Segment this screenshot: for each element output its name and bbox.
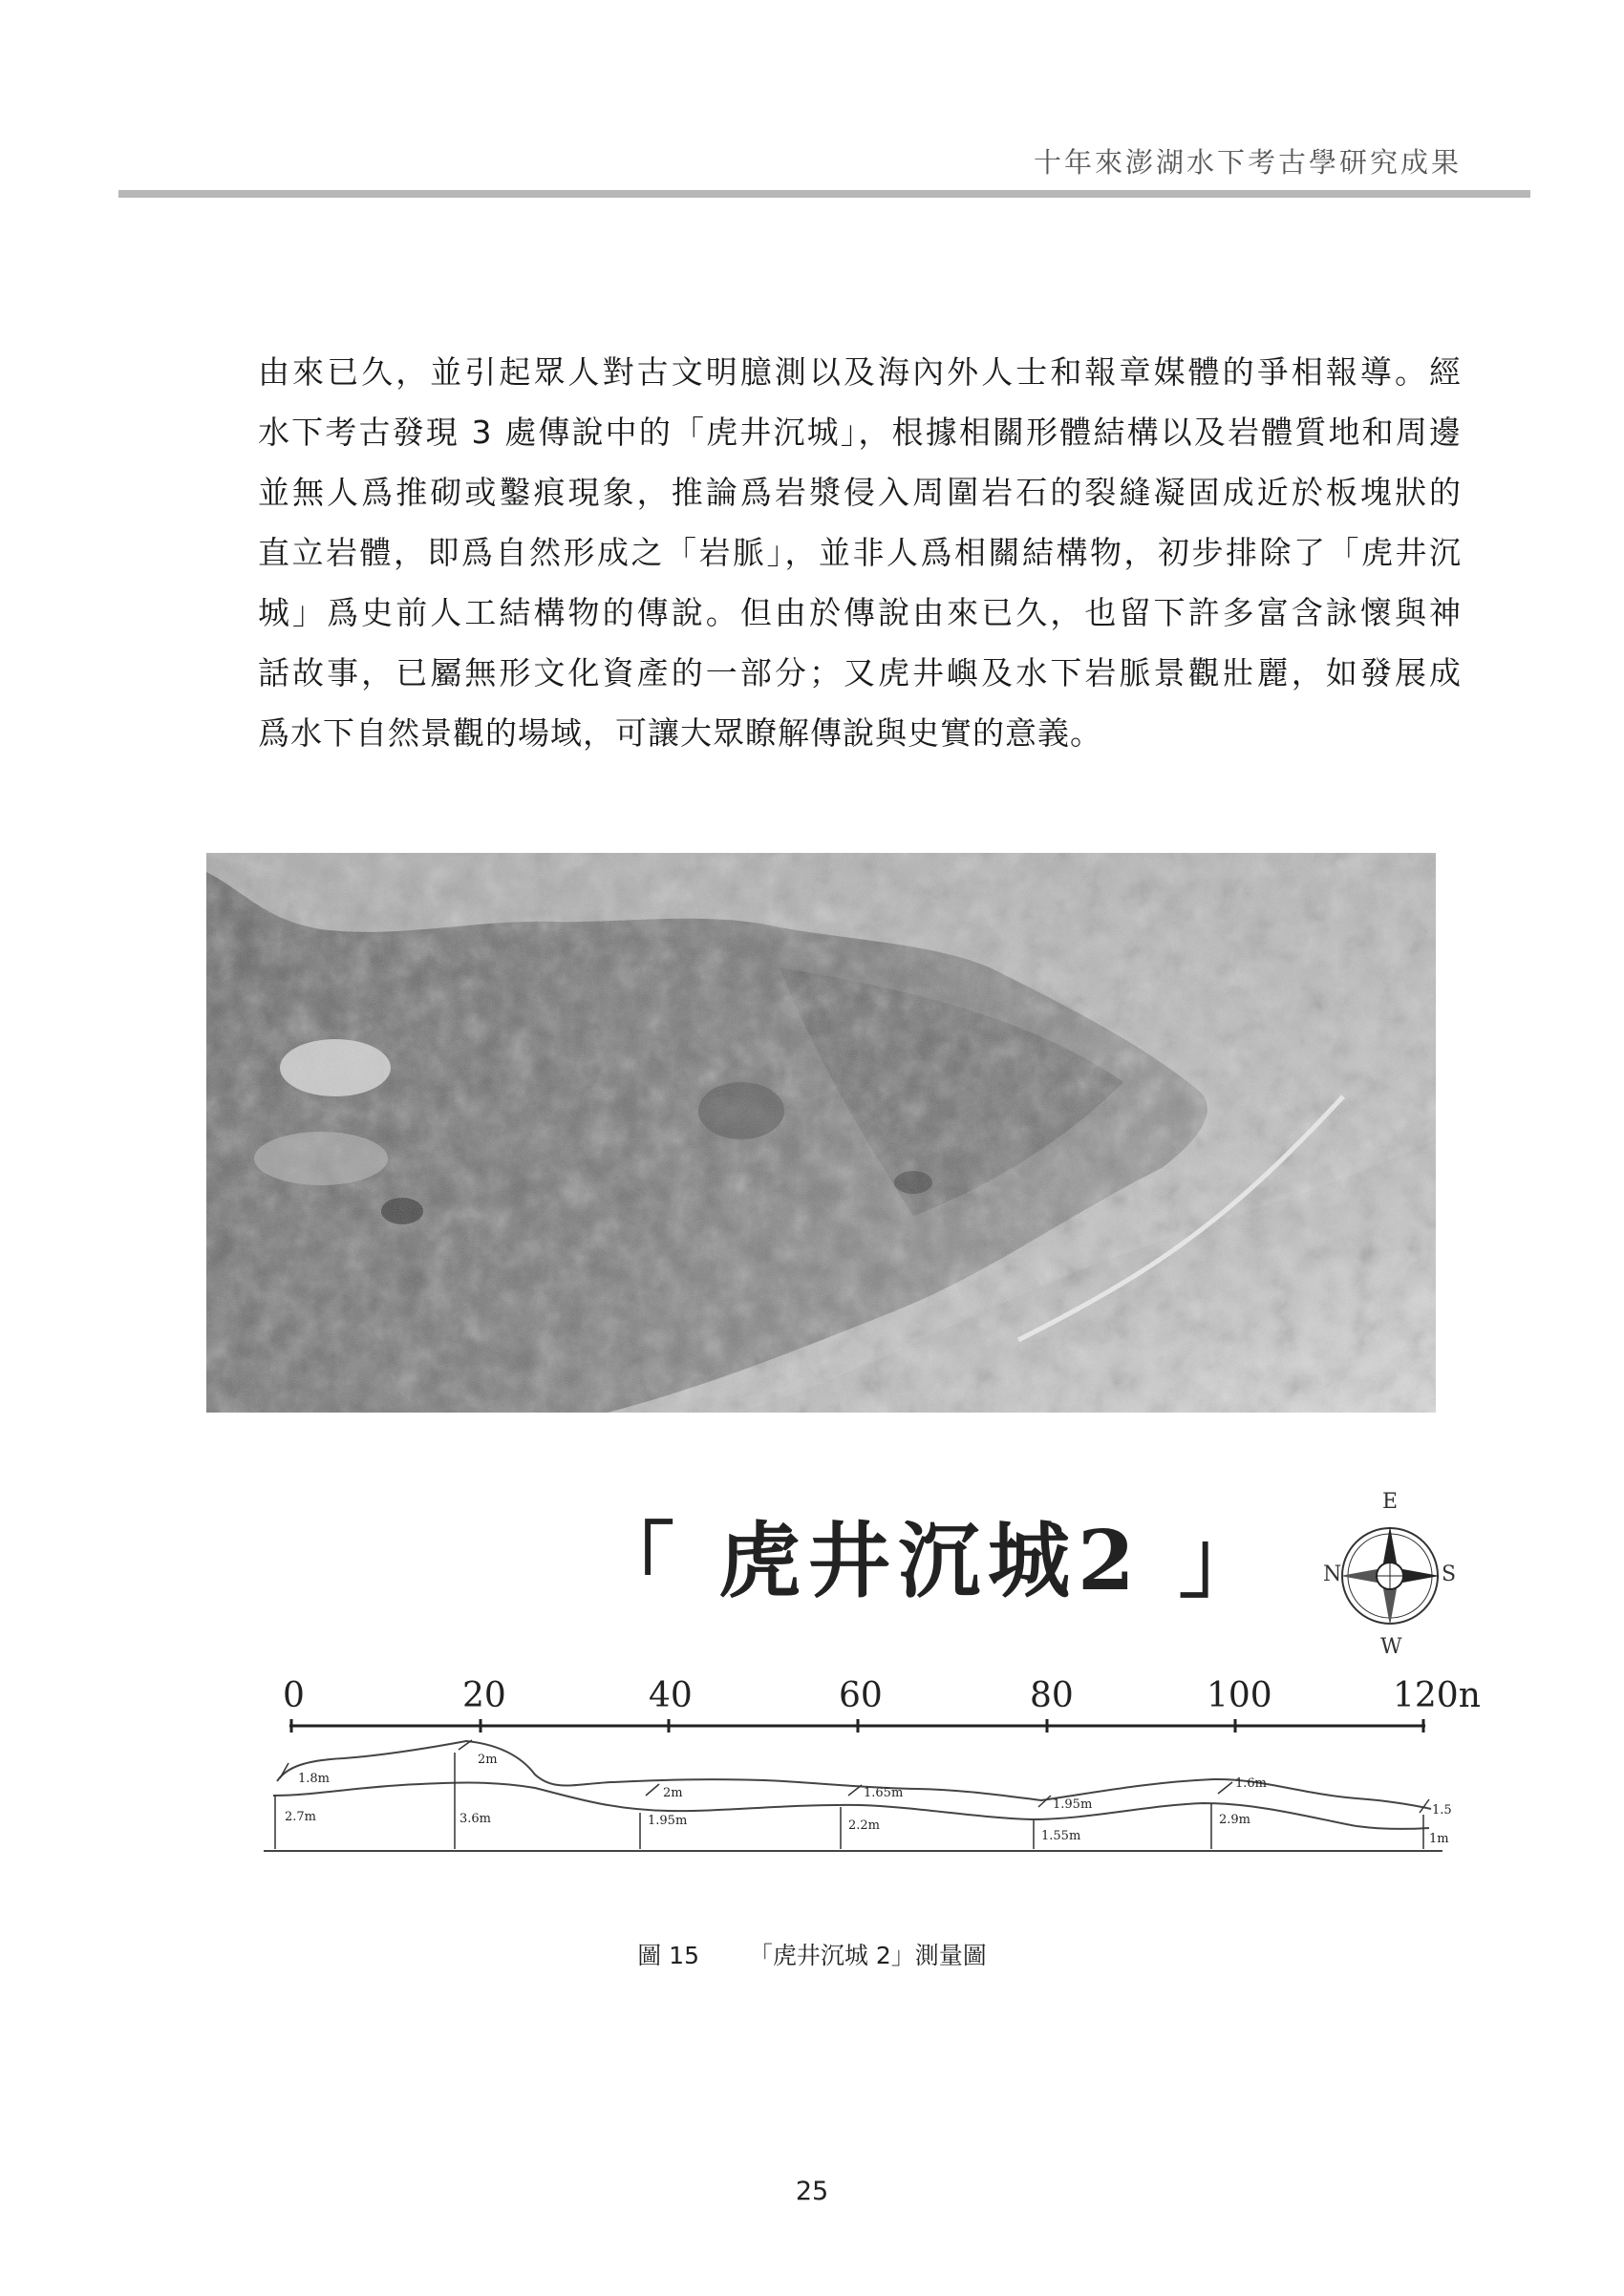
scale-label: 120n <box>1393 1676 1481 1715</box>
measurement-label: 3.6m <box>459 1812 492 1826</box>
compass-label-west: W <box>1380 1635 1402 1659</box>
measurement-label: 1.55m <box>1041 1829 1081 1843</box>
body-line: 水下考古發現 3 處傳說中的「虎井沉城」，根據相關形體結構以及岩體質地和周邊 <box>258 414 1462 451</box>
scale-label: 80 <box>1030 1676 1074 1715</box>
body-line: 爲水下自然景觀的場域，可讓大眾瞭解傳說與史實的意義。 <box>258 714 1102 752</box>
scale-label: 0 <box>283 1676 305 1715</box>
scale-label: 40 <box>649 1676 693 1715</box>
measurement-label: 2.2m <box>848 1818 881 1833</box>
measurement-label: 1.6m <box>1235 1776 1268 1791</box>
measurement-label: 1.8m <box>298 1772 331 1786</box>
page-number: 25 <box>795 2177 829 2206</box>
rock-crest-line <box>277 1741 1431 1809</box>
body-line: 由來已久，並引起眾人對古文明臆測以及海內外人士和報章媒體的爭相報導。經 <box>258 353 1462 391</box>
measurement-label: 1.5 <box>1432 1803 1452 1818</box>
underwater-photo-image <box>206 853 1436 1413</box>
measurement-label: 1.95m <box>648 1814 688 1828</box>
measurement-label: 1m <box>1429 1832 1449 1846</box>
scale-label: 60 <box>839 1676 883 1715</box>
scale-ticks <box>291 1719 1423 1733</box>
figure-title: 「虎井沉城 2」測量圖 <box>748 1942 987 1969</box>
running-head: 十年來澎湖水下考古學研究成果 <box>1033 146 1462 179</box>
measurement-label: 2.7m <box>285 1810 317 1824</box>
body-line: 城」爲史前人工結構物的傳說。但由於傳說由來已久，也留下許多富含詠懷與神 <box>258 594 1462 631</box>
body-paragraph <box>258 342 1462 763</box>
compass-rose <box>1323 1490 1457 1662</box>
measurement-label: 2m <box>478 1753 498 1767</box>
compass-label-north: N <box>1323 1563 1342 1586</box>
underwater-photo <box>206 853 1436 1413</box>
measurement-label: 2m <box>663 1786 683 1800</box>
measurement-label: 1.65m <box>864 1786 904 1800</box>
body-line: 直立岩體，即爲自然形成之「岩脈」，並非人爲相關結構物，初步排除了「虎井沉 <box>258 534 1462 571</box>
body-line: 話故事，已屬無形文化資產的一部分；又虎井嶼及水下岩脈景觀壯麗，如發展成 <box>258 654 1462 691</box>
figure-number: 圖 15 <box>637 1942 699 1969</box>
scale-label: 20 <box>462 1676 506 1715</box>
compass-label-south: S <box>1442 1563 1457 1586</box>
compass-label-east: E <box>1382 1490 1399 1514</box>
diagram-title: 「 虎井沉城2 」 <box>592 1513 1269 1609</box>
measurement-label: 1.95m <box>1053 1797 1093 1812</box>
scale-label: 100 <box>1207 1676 1272 1715</box>
header-rule <box>118 190 1530 198</box>
figure-caption <box>0 1937 1624 1971</box>
body-line: 並無人爲推砌或鑿痕現象，推論爲岩漿侵入周圍岩石的裂縫凝固成近於板塊狀的 <box>258 474 1462 511</box>
measurement-label: 2.9m <box>1219 1813 1251 1827</box>
